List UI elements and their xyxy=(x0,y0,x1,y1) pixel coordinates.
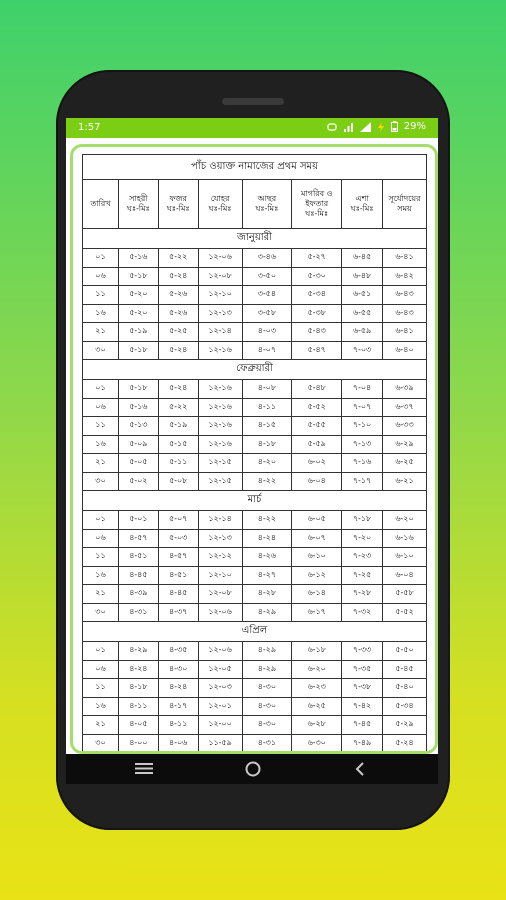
date-cell: ১৬ xyxy=(83,435,119,454)
column-header-label: তারিখ xyxy=(90,199,111,208)
date-cell: ২১ xyxy=(83,716,119,735)
table-row xyxy=(83,380,427,399)
time-cell: ১২-০৩ xyxy=(198,679,242,698)
date-cell: ০১ xyxy=(83,380,119,399)
time-cell: ৬-০৪ xyxy=(292,472,342,491)
time-cell: ১২-১৬ xyxy=(198,417,242,436)
column-header-label: মাগরিব ও ইফতার xyxy=(300,189,333,208)
time-cell: ৫-১১ xyxy=(158,454,198,473)
time-cell: ৬-৩৭ xyxy=(383,398,427,417)
time-cell: ৭-৩৫ xyxy=(342,660,383,679)
date-cell: ৩০ xyxy=(83,472,119,491)
time-cell: ১২-১৬ xyxy=(198,380,242,399)
time-cell: ৪-১৮ xyxy=(242,435,292,454)
time-cell: ৪-৫১ xyxy=(118,548,158,567)
table-row xyxy=(83,435,427,454)
time-cell: ৬-২৩ xyxy=(292,679,342,698)
time-cell: ৪-৩৯ xyxy=(118,585,158,604)
time-cell: ১২-১৪ xyxy=(198,323,242,342)
time-cell: ৪-২৮ xyxy=(242,585,292,604)
battery-percent: 29% xyxy=(403,121,426,132)
date-cell: ৩০ xyxy=(83,603,119,622)
time-cell: ৪-২৯ xyxy=(242,603,292,622)
time-cell: ৪-২৪ xyxy=(118,660,158,679)
time-cell: ৫-০৫ xyxy=(118,454,158,473)
time-cell: ৫-১৬ xyxy=(118,249,158,268)
table-row xyxy=(83,454,427,473)
date-cell: ২১ xyxy=(83,454,119,473)
table-row xyxy=(83,529,427,548)
table-row xyxy=(83,679,427,698)
month-name: মার্চ xyxy=(83,491,427,511)
time-cell: ৪-০৬ xyxy=(158,734,198,753)
table-row xyxy=(83,323,427,342)
time-cell: ৫-২০ xyxy=(118,304,158,323)
table-row xyxy=(83,642,427,661)
time-cell: ৫-৪০ xyxy=(383,679,427,698)
time-cell: ৭-৪৫ xyxy=(342,716,383,735)
time-cell: ৪-১১ xyxy=(158,716,198,735)
column-header xyxy=(242,180,292,229)
time-cell: ৫-০৭ xyxy=(158,511,198,530)
time-cell: ১২-১০ xyxy=(198,566,242,585)
time-cell: ৬-৫১ xyxy=(342,286,383,305)
time-cell: ৫-২০ xyxy=(118,286,158,305)
time-cell: ১২-০১ xyxy=(198,697,242,716)
time-cell: ১২-১৫ xyxy=(198,472,242,491)
time-cell: ৫-০৮ xyxy=(158,472,198,491)
table-row xyxy=(83,472,427,491)
time-cell: ৫-১৯ xyxy=(118,323,158,342)
navigation-bar xyxy=(66,754,438,784)
time-cell: ১২-১৩ xyxy=(198,304,242,323)
time-cell: ১২-১৬ xyxy=(198,341,242,360)
time-cell: ৬-০৫ xyxy=(292,511,342,530)
time-cell: ৩-৫৪ xyxy=(242,286,292,305)
time-cell: ৫-৫২ xyxy=(292,398,342,417)
column-header-unit: ঘঃ-মিঃ xyxy=(350,204,374,213)
time-cell: ৬-১০ xyxy=(383,548,427,567)
date-cell: ০৬ xyxy=(83,660,119,679)
table-row xyxy=(83,660,427,679)
time-cell: ৭-০৭ xyxy=(342,398,383,417)
time-cell: ৫-১৬ xyxy=(118,398,158,417)
time-cell: ৬-০২ xyxy=(292,454,342,473)
time-cell: ৪-২৭ xyxy=(242,566,292,585)
time-cell: ৭-৩৮ xyxy=(342,679,383,698)
column-header xyxy=(118,180,158,229)
status-bar xyxy=(66,118,438,138)
month-row xyxy=(83,622,427,642)
time-cell: ৪-৩৫ xyxy=(158,642,198,661)
time-cell: ১২-০৬ xyxy=(198,603,242,622)
time-cell: ১২-১৫ xyxy=(198,454,242,473)
time-cell: ৬-২৮ xyxy=(292,716,342,735)
time-cell: ৪-২২ xyxy=(242,472,292,491)
time-cell: ৪-২৯ xyxy=(242,660,292,679)
time-cell: ১২-০৬ xyxy=(198,249,242,268)
date-cell: ১১ xyxy=(83,286,119,305)
time-cell: ৭-৪৯ xyxy=(342,734,383,753)
time-cell: ৩-৫৮ xyxy=(242,304,292,323)
time-cell: ৬-৪০ xyxy=(383,341,427,360)
time-cell: ৪-০৫ xyxy=(118,716,158,735)
time-cell: ৭-১৮ xyxy=(342,511,383,530)
wifi-signal-icon xyxy=(343,122,354,132)
time-cell: ৬-৩০ xyxy=(292,734,342,753)
time-cell: ৭-১৬ xyxy=(342,454,383,473)
time-cell: ৬-৪২ xyxy=(383,267,427,286)
date-cell: ১৬ xyxy=(83,304,119,323)
time-cell: ১২-০৫ xyxy=(198,660,242,679)
time-cell: ৫-১৮ xyxy=(118,267,158,286)
menu-icon[interactable] xyxy=(134,760,154,780)
time-cell: ৫-২৭ xyxy=(292,249,342,268)
time-cell: ৫-৪৫ xyxy=(383,660,427,679)
time-cell: ১২-১০ xyxy=(198,286,242,305)
battery-icon xyxy=(391,121,398,132)
time-cell: ১২-০৮ xyxy=(198,267,242,286)
time-cell: ৫-২২ xyxy=(158,398,198,417)
time-cell: ৪-১৭ xyxy=(158,697,198,716)
time-cell: ৩-৪৬ xyxy=(242,249,292,268)
column-header xyxy=(83,180,119,229)
date-cell: ২১ xyxy=(83,323,119,342)
time-cell: ৬-০৭ xyxy=(292,529,342,548)
table-row xyxy=(83,341,427,360)
time-cell: ১২-০৬ xyxy=(198,642,242,661)
column-header-label: যোহর xyxy=(210,194,230,203)
time-cell: ৪-৩০ xyxy=(242,697,292,716)
time-cell: ৬-৩৯ xyxy=(383,380,427,399)
time-cell: ৫-০৩ xyxy=(158,529,198,548)
time-cell: ৫-৩৪ xyxy=(383,697,427,716)
time-cell: ৫-০২ xyxy=(118,472,158,491)
time-cell: ১১-৫৯ xyxy=(198,734,242,753)
time-cell: ৪-২৯ xyxy=(118,642,158,661)
time-cell: ৬-২৫ xyxy=(292,697,342,716)
time-cell: ৪-৫১ xyxy=(158,566,198,585)
time-cell: ১২-১৩ xyxy=(198,529,242,548)
time-cell: ৫-১৯ xyxy=(158,417,198,436)
time-cell: ৪-২৪ xyxy=(158,679,198,698)
time-cell: ৪-৩১ xyxy=(242,734,292,753)
date-cell: ০৬ xyxy=(83,398,119,417)
time-cell: ৫-৪৭ xyxy=(292,341,342,360)
time-cell: ৫-৫৮ xyxy=(383,585,427,604)
time-cell: ৪-২০ xyxy=(242,454,292,473)
time-cell: ৪-৩০ xyxy=(242,679,292,698)
time-cell: ৭-২৫ xyxy=(342,566,383,585)
time-cell: ৭-২৮ xyxy=(342,585,383,604)
time-cell: ৬-২০ xyxy=(383,511,427,530)
time-cell: ১২-০৮ xyxy=(198,585,242,604)
date-cell: ১৬ xyxy=(83,697,119,716)
time-cell: ৬-২৯ xyxy=(383,435,427,454)
time-cell: ৬-৪৩ xyxy=(383,286,427,305)
time-cell: ৭-১৩ xyxy=(342,435,383,454)
time-cell: ৭-১৭ xyxy=(342,472,383,491)
prayer-times-table xyxy=(82,154,427,753)
time-cell: ৬-১০ xyxy=(292,548,342,567)
table-row xyxy=(83,697,427,716)
date-cell: ৩০ xyxy=(83,341,119,360)
time-cell: ৫-৫৯ xyxy=(292,435,342,454)
time-cell: ৪-৩৭ xyxy=(158,603,198,622)
time-cell: ৪-৫৭ xyxy=(158,548,198,567)
time-cell: ৬-২৫ xyxy=(383,454,427,473)
time-cell: ৪-০৩ xyxy=(242,323,292,342)
time-cell: ৫-৫৫ xyxy=(292,417,342,436)
time-cell: ৬-৪৩ xyxy=(383,304,427,323)
time-cell: ৪-০০ xyxy=(118,734,158,753)
date-cell: ৩০ xyxy=(83,734,119,753)
time-cell: ৫-৪৮ xyxy=(292,380,342,399)
time-cell: ৪-১১ xyxy=(242,398,292,417)
time-cell: ৫-১৮ xyxy=(118,380,158,399)
time-cell: ৬-৪৮ xyxy=(342,267,383,286)
column-header-label: সাহরী xyxy=(129,194,148,203)
time-cell: ৭-৩২ xyxy=(342,603,383,622)
table-row xyxy=(83,398,427,417)
column-header xyxy=(158,180,198,229)
date-cell: ১১ xyxy=(83,417,119,436)
column-header xyxy=(198,180,242,229)
time-cell: ৫-১৫ xyxy=(158,435,198,454)
time-cell: ৫-১৩ xyxy=(118,417,158,436)
time-cell: ৪-৩০ xyxy=(242,716,292,735)
time-cell: ৬-১৭ xyxy=(292,603,342,622)
month-name: ফেব্রুয়ারী xyxy=(83,360,427,380)
column-header-label: সূর্যোদয়ের xyxy=(388,194,421,203)
app-screen xyxy=(66,118,438,754)
time-cell: ৬-২০ xyxy=(292,660,342,679)
column-header-unit: ঘঃ-মিঃ xyxy=(208,204,232,213)
time-cell: ৫-৩৪ xyxy=(292,286,342,305)
time-cell: ৭-১০ xyxy=(342,417,383,436)
table-row xyxy=(83,286,427,305)
date-cell: ২১ xyxy=(83,585,119,604)
time-cell: ৪-০৭ xyxy=(242,341,292,360)
column-header-unit: ঘঃ-মিঃ xyxy=(255,204,279,213)
time-cell: ৫-৫০ xyxy=(383,642,427,661)
earpiece-speaker xyxy=(222,98,284,105)
time-cell: ৫-০৯ xyxy=(118,435,158,454)
table-row xyxy=(83,585,427,604)
time-cell: ৬-৩৩ xyxy=(383,417,427,436)
prayer-times-card xyxy=(70,144,438,754)
time-cell: ৪-৪৫ xyxy=(118,566,158,585)
time-cell: ৬-১৪ xyxy=(292,585,342,604)
time-cell: ১২-০০ xyxy=(198,716,242,735)
time-cell: ৭-০৩ xyxy=(342,341,383,360)
month-name: এপ্রিল xyxy=(83,622,427,642)
time-cell: ৫-০১ xyxy=(118,511,158,530)
time-cell: ৫-২৪ xyxy=(158,380,198,399)
time-cell: ৬-০৪ xyxy=(383,566,427,585)
table-row xyxy=(83,417,427,436)
table-row xyxy=(83,734,427,753)
time-cell: ৪-৫৭ xyxy=(118,529,158,548)
column-header xyxy=(292,180,342,229)
status-time: 1:57 xyxy=(78,122,101,133)
table-row xyxy=(83,548,427,567)
column-header-unit: ঘঃ-মিঃ xyxy=(126,204,150,213)
column-header xyxy=(383,180,427,229)
time-cell: ৬-৪১ xyxy=(383,249,427,268)
month-name: জানুয়ারী xyxy=(83,229,427,249)
month-row xyxy=(83,229,427,249)
table-row xyxy=(83,267,427,286)
time-cell: ৪-২৯ xyxy=(242,642,292,661)
time-cell: ৫-২২ xyxy=(158,249,198,268)
time-cell: ৫-৩০ xyxy=(292,267,342,286)
month-row xyxy=(83,491,427,511)
time-cell: ৫-৫২ xyxy=(383,603,427,622)
time-cell: ৬-১৬ xyxy=(383,529,427,548)
column-header-unit: ঘঃ-মিঃ xyxy=(305,209,329,218)
time-cell: ৫-২৯ xyxy=(383,716,427,735)
table-title: পাঁচ ওয়াক্ত নামাজের প্রথম সময় xyxy=(83,155,427,180)
time-cell: ৫-২৬ xyxy=(158,286,198,305)
time-cell: ৪-১৮ xyxy=(118,679,158,698)
time-cell: ৫-৪৩ xyxy=(292,323,342,342)
time-cell: ১২-১৪ xyxy=(198,511,242,530)
time-cell: ৪-০৮ xyxy=(242,380,292,399)
column-header-unit: সময় xyxy=(397,204,412,213)
date-cell: ০১ xyxy=(83,249,119,268)
month-row xyxy=(83,360,427,380)
table-row xyxy=(83,716,427,735)
time-cell: ৫-২৫ xyxy=(158,323,198,342)
time-cell: ৬-৪১ xyxy=(383,323,427,342)
column-header-label: ফজর xyxy=(169,194,187,203)
time-cell: ৪-৪৫ xyxy=(158,585,198,604)
time-cell: ৪-২৪ xyxy=(242,529,292,548)
time-cell: ৭-২০ xyxy=(342,529,383,548)
column-header xyxy=(342,180,383,229)
date-cell: ০১ xyxy=(83,511,119,530)
column-header-unit: ঘঃ-মিঃ xyxy=(166,204,190,213)
time-cell: ৫-২৪ xyxy=(383,734,427,753)
time-cell: ৬-২১ xyxy=(383,472,427,491)
time-cell: ৬-৫৯ xyxy=(342,323,383,342)
time-cell: ৭-২৩ xyxy=(342,548,383,567)
column-header-label: এশা xyxy=(355,194,369,203)
time-cell: ৫-২৪ xyxy=(158,341,198,360)
time-cell: ৬-১২ xyxy=(292,566,342,585)
time-cell: ৫-১৮ xyxy=(118,341,158,360)
table-row xyxy=(83,566,427,585)
date-cell: ০১ xyxy=(83,642,119,661)
time-cell: ৫-৩৮ xyxy=(292,304,342,323)
table-row xyxy=(83,249,427,268)
time-cell: ৭-৪২ xyxy=(342,697,383,716)
table-row xyxy=(83,511,427,530)
cell-signal-icon xyxy=(360,122,371,132)
sim-icon xyxy=(327,122,337,132)
table-row xyxy=(83,304,427,323)
date-cell: ০৬ xyxy=(83,267,119,286)
time-cell: ৪-২৬ xyxy=(242,548,292,567)
time-cell: ১২-১৬ xyxy=(198,398,242,417)
home-circle-icon[interactable] xyxy=(243,760,263,782)
time-cell: ৬-৪৫ xyxy=(342,249,383,268)
time-cell: ৭-০৪ xyxy=(342,380,383,399)
time-cell: ৬-১৮ xyxy=(292,642,342,661)
charging-icon xyxy=(377,122,385,132)
time-cell: ৪-১৫ xyxy=(242,417,292,436)
time-cell: ১২-১৬ xyxy=(198,435,242,454)
time-cell: ৫-২৪ xyxy=(158,267,198,286)
time-cell: ১২-১২ xyxy=(198,548,242,567)
time-cell: ৪-৩১ xyxy=(118,603,158,622)
time-cell: ৭-৩৩ xyxy=(342,642,383,661)
time-cell: ৩-৫০ xyxy=(242,267,292,286)
time-cell: ৬-৫৫ xyxy=(342,304,383,323)
column-header-label: আছর xyxy=(257,194,277,203)
time-cell: ৪-৩০ xyxy=(158,660,198,679)
date-cell: ০৬ xyxy=(83,529,119,548)
table-row xyxy=(83,603,427,622)
date-cell: ১১ xyxy=(83,679,119,698)
time-cell: ৪-১১ xyxy=(118,697,158,716)
back-icon[interactable] xyxy=(353,760,367,782)
time-cell: ৫-২৬ xyxy=(158,304,198,323)
time-cell: ৪-২২ xyxy=(242,511,292,530)
date-cell: ১১ xyxy=(83,548,119,567)
date-cell: ১৬ xyxy=(83,566,119,585)
